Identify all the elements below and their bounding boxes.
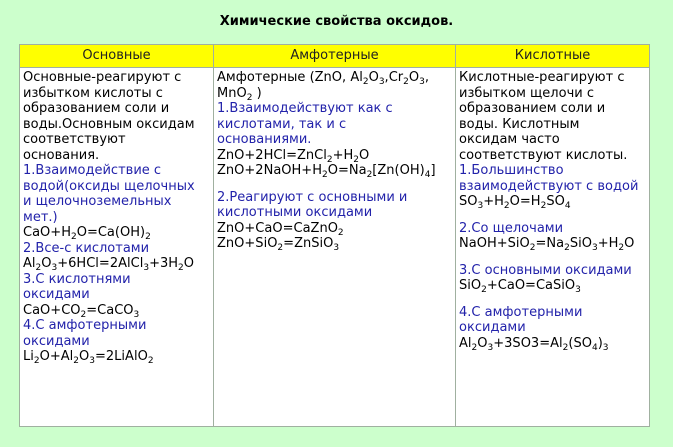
section-heading: 3.С кислотнями <box>23 271 131 287</box>
text-line: $Li_2O+Al_2O_3=2LiAlO_2$ <box>23 349 154 366</box>
spacer <box>459 294 646 305</box>
oxides-table <box>19 44 650 427</box>
section-heading: 1.Взаимодействуют как с <box>217 101 393 116</box>
text-line: $SO_3+H_2O=H_2SO_4$ <box>459 194 571 211</box>
text-line: SiO$_2$+CaO=CaSiO$_3$ <box>459 278 581 295</box>
header-acidic: Кислотные <box>456 45 649 67</box>
header-amphoteric: Амфотерные <box>214 45 455 67</box>
spacer <box>459 210 646 221</box>
text-line: Основные-реагируют с <box>23 70 182 85</box>
section-heading: 2.Все-с кислотами <box>23 240 150 256</box>
section-heading: оксидами <box>23 333 90 349</box>
text-line: образованием соли и <box>23 101 170 116</box>
text-line: воды.Основным оксидам <box>23 116 195 132</box>
text-line: Кислотные-реагируют с <box>459 70 625 85</box>
text-line: избытком щелочи с <box>459 85 594 101</box>
section-heading: 2.Реагируют с основными и <box>217 189 408 205</box>
text-line: оксидам часто <box>459 132 560 147</box>
header-basic: Основные <box>20 45 213 67</box>
section-heading: 4.С амфотерными <box>459 304 583 320</box>
page-title: Химические свойства оксидов. <box>219 14 454 29</box>
spacer <box>459 252 646 263</box>
text-line: $ZnO+2HCl=ZnCl_2+H_2O$ <box>217 147 370 165</box>
text-line: ZnO+SiO$_2$=ZnSiO$_3$ <box>217 236 340 253</box>
text-line: избытком кислоты с <box>23 85 163 101</box>
section-heading: взаимодействуют с водой <box>459 178 639 194</box>
text-line: соответствуют кислоты. <box>459 147 628 163</box>
text-line: MnO$_2$ ) <box>217 85 262 103</box>
column-basic <box>20 68 213 426</box>
section-heading: мет.) <box>23 209 58 225</box>
section-heading: 4.С амфотерными <box>23 318 147 333</box>
text-line: Амфотерные (ZnO, $Al_2O_3,Cr_2O_3$, <box>217 70 429 87</box>
section-heading: основаниями. <box>217 132 312 147</box>
section-heading: кислотными оксидами <box>217 205 373 220</box>
section-heading: 1.Большинство <box>459 163 564 178</box>
section-heading: оксидами <box>23 287 90 302</box>
section-heading: и щелочноземельных <box>23 194 172 209</box>
text-line: образованием соли и <box>459 101 606 116</box>
section-heading: оксидами <box>459 320 526 335</box>
spacer <box>217 179 452 190</box>
text-line: $CaO+CO_2=CaCO_3$ <box>23 302 140 320</box>
column-acidic <box>456 68 649 426</box>
text-line: соответствуют <box>23 132 126 147</box>
section-heading: 3.С основными оксидами <box>459 262 632 278</box>
text-line: $Al_2O_3+3SO3=Al_2(SO_4)_3$ <box>459 335 609 353</box>
section-heading: водой(оксиды щелочных <box>23 178 195 194</box>
text-line: основания. <box>23 147 100 163</box>
text-line: $CaO+H_2O=Ca(OH)_2$ <box>23 225 151 242</box>
text-line: $ZnO+2NaOH+H_2O=Na_2[Zn(OH)_4]$ <box>217 163 436 180</box>
section-heading: 1.Взаимодействие с <box>23 163 162 178</box>
text-line: $NaOH+SiO_2=Na_2SiO_3+H_2O$ <box>459 236 635 253</box>
section-heading: кислотами, так и с <box>217 116 347 132</box>
section-heading: 2.Со щелочами <box>459 220 564 236</box>
text-line: $Al_2O_3+6HCl=2AlCl_3+3H_2O$ <box>23 256 194 273</box>
text-line: воды. Кислотным <box>459 116 580 132</box>
text-line: ZnO+CaO=CaZnO$_2$ <box>217 220 344 238</box>
column-amphoteric <box>214 68 455 426</box>
